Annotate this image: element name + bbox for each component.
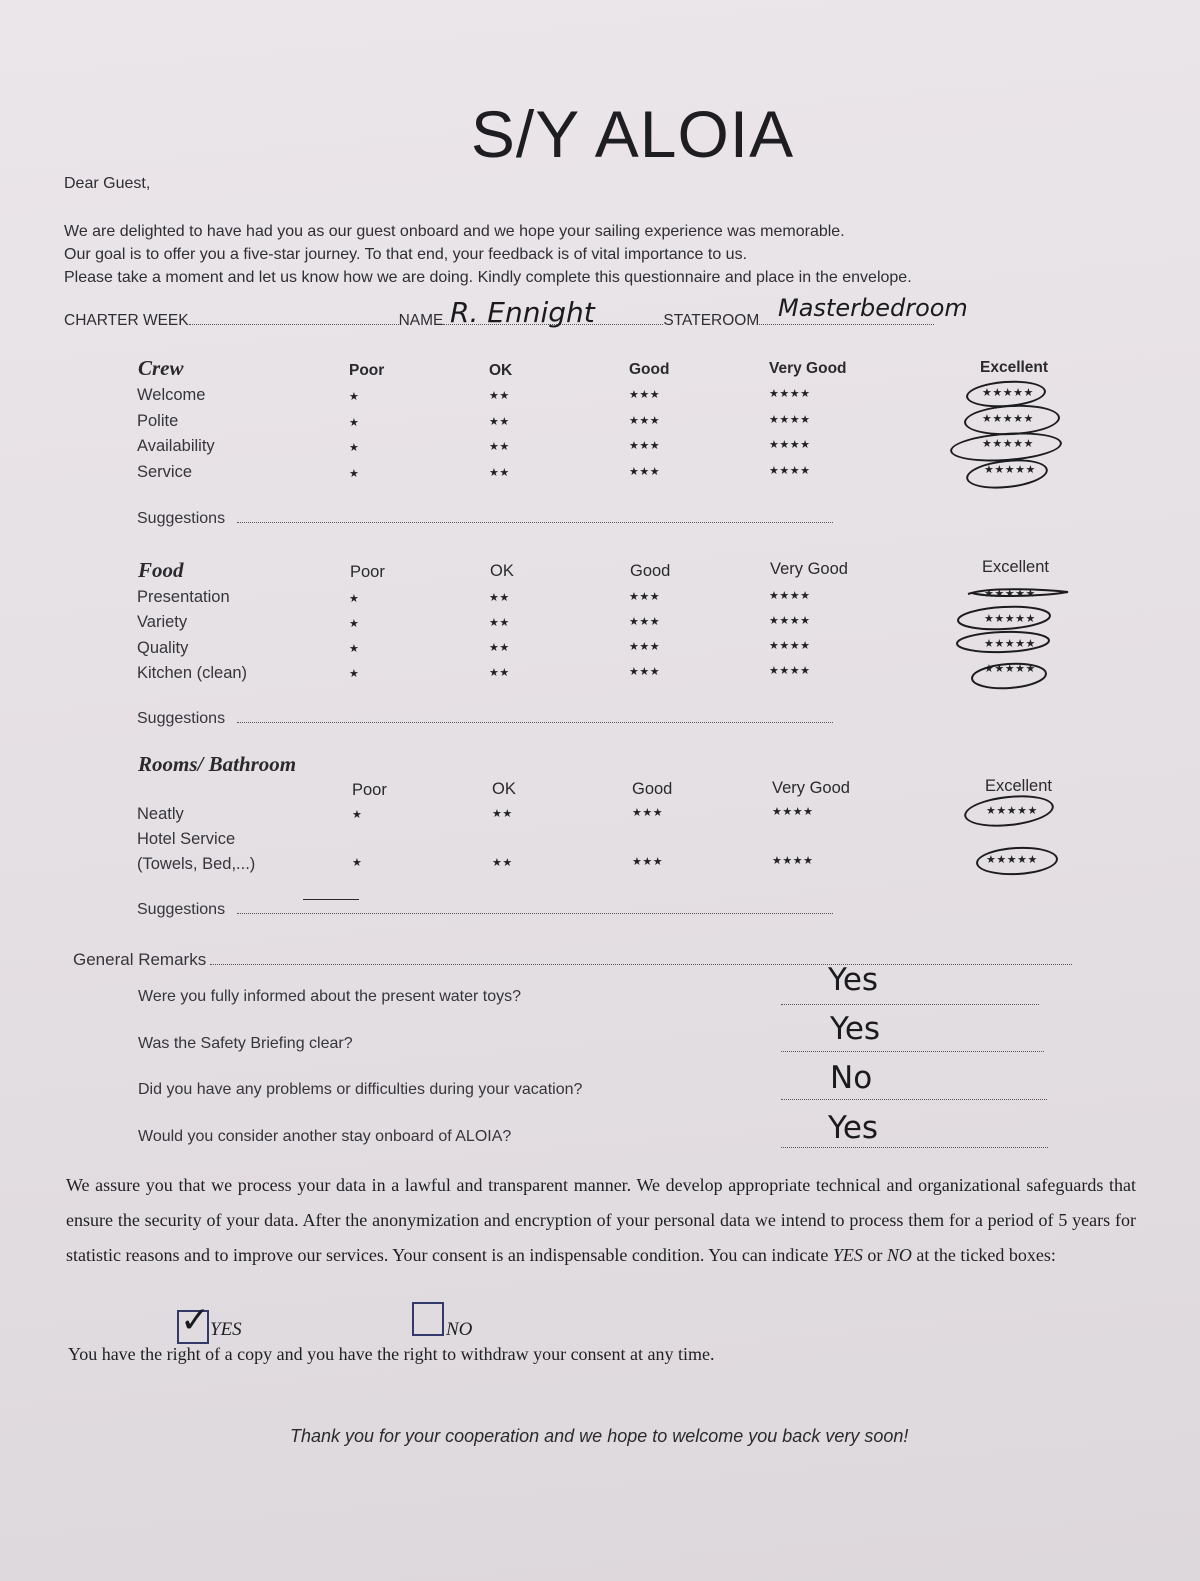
- star-option-2[interactable]: ★★: [489, 642, 510, 654]
- star-option-4[interactable]: ★★★★: [769, 590, 811, 602]
- star-option-3[interactable]: ★★★: [629, 466, 661, 478]
- column-poor: Poor: [349, 362, 385, 379]
- star-option-5[interactable]: ★★★★★: [986, 854, 1038, 866]
- section-title-rooms: Rooms/ Bathroom: [138, 752, 297, 776]
- selected-rating-mark: [975, 845, 1058, 877]
- consent-text-end: at the ticked boxes:: [916, 1245, 1056, 1265]
- star-option-2[interactable]: ★★: [489, 617, 510, 629]
- star-option-1[interactable]: ★: [349, 417, 360, 429]
- star-option-3[interactable]: ★★★: [632, 807, 664, 819]
- star-option-1[interactable]: ★: [349, 468, 360, 480]
- consent-paragraph: [66, 1168, 1136, 1273]
- answer-value: Yes: [828, 962, 879, 998]
- star-option-4[interactable]: ★★★★: [769, 388, 811, 400]
- star-option-5[interactable]: ★★★★★: [982, 387, 1034, 399]
- thank-you-text: Thank you for your cooperation and we hope to welcome you back very soon!: [290, 1426, 909, 1446]
- suggestions-rooms: [137, 901, 833, 919]
- star-option-4[interactable]: ★★★★: [769, 615, 811, 627]
- section-title-food: Food: [138, 558, 184, 582]
- answer-value: Yes: [830, 1011, 881, 1047]
- column-poor: Poor: [352, 781, 387, 799]
- suggestions-field[interactable]: [237, 712, 833, 723]
- star-option-4[interactable]: ★★★★: [769, 414, 811, 426]
- star-option-4[interactable]: ★★★★: [769, 665, 811, 677]
- column-ok: OK: [490, 562, 514, 580]
- star-option-1[interactable]: ★: [349, 643, 360, 655]
- answer-field[interactable]: [781, 1051, 1044, 1052]
- suggestions-field[interactable]: [237, 903, 833, 914]
- star-option-4[interactable]: ★★★★: [769, 640, 811, 652]
- name-value: R. Ennight: [450, 296, 595, 329]
- intro-line: Please take a moment and let us know how we are doing. Kindly complete this questionnaire and place in the envelope.: [64, 269, 912, 286]
- rating-label: Polite: [137, 412, 179, 430]
- rating-label: Hotel Service: [137, 830, 236, 848]
- star-option-3[interactable]: ★★★: [629, 616, 661, 628]
- star-option-3[interactable]: ★★★: [629, 591, 661, 603]
- star-option-3[interactable]: ★★★: [629, 415, 661, 427]
- greeting: Dear Guest,: [64, 175, 151, 192]
- star-option-5[interactable]: ★★★★★: [984, 464, 1036, 476]
- consent-text: We assure you that we process your data in a lawful and transparent manner. We develop appropriate technical and organizational safeguards that ensure the security of your data. After the anonymization and encryption of your personal data we intend to process them for a period of 5 years for statistic reasons and to improve our services. Your consent is an indispensable condition. You can indicate: [66, 1175, 1136, 1265]
- column-very-good: Very Good: [770, 560, 848, 578]
- star-option-5[interactable]: ★★★★★: [984, 638, 1036, 650]
- column-excellent: Excellent: [985, 777, 1052, 795]
- star-option-3[interactable]: ★★★: [629, 440, 661, 452]
- star-option-1[interactable]: ★: [352, 857, 363, 869]
- column-poor: Poor: [350, 563, 385, 581]
- star-option-2[interactable]: ★★: [489, 416, 510, 428]
- suggestions-label: Suggestions: [137, 510, 226, 527]
- selected-rating-mark: [963, 791, 1056, 830]
- selected-rating-mark: [965, 456, 1049, 492]
- star-option-5[interactable]: ★★★★★: [982, 438, 1034, 450]
- question-text: Was the Safety Briefing clear?: [138, 1035, 353, 1052]
- selected-rating-marks-food: [950, 578, 1080, 698]
- rating-label: Variety: [137, 613, 188, 631]
- document-title: S/Y ALOIA: [470, 97, 795, 171]
- star-option-4[interactable]: ★★★★: [772, 806, 814, 818]
- rating-label: Availability: [137, 437, 215, 455]
- star-option-2[interactable]: ★★: [492, 857, 513, 869]
- rating-label: Service: [137, 463, 193, 481]
- star-option-5[interactable]: ★★★★★: [982, 413, 1034, 425]
- star-option-2[interactable]: ★★: [489, 467, 510, 479]
- stateroom-value: Masterbedroom: [778, 294, 968, 322]
- star-option-4[interactable]: ★★★★: [769, 465, 811, 477]
- star-option-1[interactable]: ★: [349, 593, 360, 605]
- star-option-4[interactable]: ★★★★: [769, 439, 811, 451]
- column-excellent: Excellent: [980, 359, 1049, 376]
- rating-label: Presentation: [137, 588, 230, 606]
- star-option-1[interactable]: ★: [352, 809, 363, 821]
- answer-field[interactable]: [781, 1004, 1039, 1005]
- star-option-1[interactable]: ★: [349, 668, 360, 680]
- column-ok: OK: [489, 362, 513, 379]
- star-option-3[interactable]: ★★★: [632, 856, 664, 868]
- column-very-good: Very Good: [769, 360, 847, 377]
- answer-field[interactable]: [781, 1099, 1047, 1100]
- stateroom-label: STATEROOM: [663, 312, 760, 329]
- column-ok: OK: [492, 780, 516, 798]
- star-option-1[interactable]: ★: [349, 442, 360, 454]
- consent-no-word: NO: [886, 1245, 912, 1265]
- answer-value: No: [830, 1060, 873, 1096]
- general-remarks-label: General Remarks: [73, 950, 207, 969]
- star-option-2[interactable]: ★★: [489, 667, 510, 679]
- star-option-4[interactable]: ★★★★: [772, 855, 814, 867]
- answer-value: Yes: [828, 1110, 879, 1146]
- star-option-3[interactable]: ★★★: [629, 641, 661, 653]
- column-good: Good: [629, 361, 670, 378]
- star-option-5[interactable]: ★★★★★: [986, 805, 1038, 817]
- section-title-crew: Crew: [138, 356, 184, 380]
- general-remarks: [73, 950, 1072, 970]
- consent-yes-label: YES: [210, 1319, 242, 1340]
- column-good: Good: [630, 562, 671, 580]
- intro-line: Our goal is to offer you a five-star journey. To that end, your feedback is of vital importance to us.: [64, 246, 748, 263]
- star-option-2[interactable]: ★★: [489, 390, 510, 402]
- consent-no-checkbox[interactable]: [412, 1302, 444, 1336]
- star-option-3[interactable]: ★★★: [629, 666, 661, 678]
- rating-label: Neatly: [137, 805, 184, 823]
- star-option-2[interactable]: ★★: [489, 592, 510, 604]
- column-excellent: Excellent: [982, 558, 1049, 576]
- star-option-2[interactable]: ★★: [489, 441, 510, 453]
- suggestions-field[interactable]: [237, 512, 833, 523]
- suggestions-food: [137, 710, 833, 728]
- consent-yes-word: YES: [832, 1245, 863, 1265]
- suggestions-crew: [137, 510, 833, 528]
- rating-label: Welcome: [137, 386, 206, 404]
- consent-or-word: or: [867, 1245, 883, 1265]
- star-option-3[interactable]: ★★★: [629, 389, 661, 401]
- column-good: Good: [632, 780, 673, 798]
- column-very-good: Very Good: [772, 779, 850, 797]
- rating-label: Quality: [137, 639, 189, 657]
- star-option-5[interactable]: ★★★★★: [984, 588, 1036, 600]
- intro-line: We are delighted to have had you as our guest onboard and we hope your sailing experience was memorable.: [64, 223, 845, 240]
- rating-label: Kitchen (clean): [137, 664, 248, 682]
- suggestions-label: Suggestions: [137, 901, 226, 918]
- star-option-5[interactable]: ★★★★★: [984, 613, 1036, 625]
- question-text: Were you fully informed about the present water toys?: [138, 988, 522, 1005]
- charter-week-field[interactable]: [189, 312, 399, 325]
- answer-field[interactable]: [781, 1147, 1048, 1148]
- general-remarks-field[interactable]: [210, 952, 1072, 965]
- check-mark-icon: ✓: [180, 1300, 211, 1341]
- rating-label: (Towels, Bed,...): [137, 855, 256, 873]
- intro-text: [64, 220, 912, 289]
- star-option-2[interactable]: ★★: [492, 808, 513, 820]
- charter-week-label: CHARTER WEEK: [64, 312, 189, 329]
- consent-no-label: NO: [446, 1319, 473, 1340]
- question-text: Would you consider another stay onboard of ALOIA?: [138, 1128, 512, 1145]
- suggestions-label: Suggestions: [137, 710, 226, 727]
- star-option-1[interactable]: ★: [349, 618, 360, 630]
- rights-text: You have the right of a copy and you have the right to withdraw your consent at any time.: [68, 1344, 715, 1364]
- name-label: NAME: [398, 312, 444, 329]
- question-text: Did you have any problems or difficulties during your vacation?: [138, 1081, 583, 1098]
- star-option-5[interactable]: ★★★★★: [984, 663, 1036, 675]
- pen-stroke: [303, 899, 359, 900]
- star-option-1[interactable]: ★: [349, 391, 360, 403]
